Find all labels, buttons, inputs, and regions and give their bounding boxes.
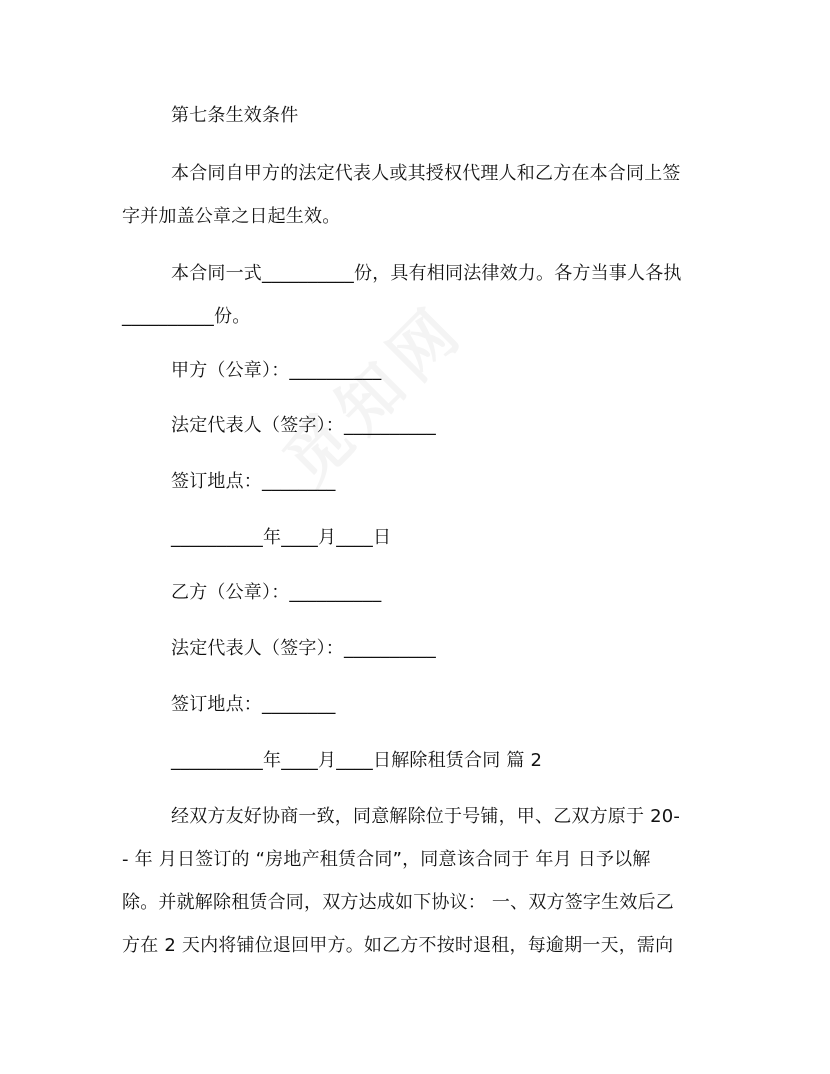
- paragraph-line: 方在 2 天内将铺位退回甲方。如乙方不按时退租，每逾期一天，需向: [122, 935, 674, 956]
- party-b-representative-line: 法定代表人（签字）：__________: [171, 638, 436, 659]
- paragraph-line: 本合同一式__________份，具有相同法律效力。各方当事人各执: [171, 263, 682, 284]
- paragraph-line: 除。并就解除租赁合同，双方达成如下协议： 一、双方签字生效后乙: [122, 892, 674, 913]
- paragraph-line: - 年 月日签订的 “房地产租赁合同”，同意该合同于 年月 日予以解: [122, 849, 651, 870]
- party-a-representative-line: 法定代表人（签字）：__________: [171, 415, 436, 436]
- paragraph-line: __________份。: [122, 306, 251, 327]
- paragraph-line: 字并加盖公章之日起生效。: [122, 206, 341, 227]
- party-b-date-and-section-title: __________年____月____日解除租赁合同 篇 2: [171, 750, 543, 771]
- party-a-signing-place-line: 签订地点：________: [171, 471, 336, 492]
- party-b-seal-line: 乙方（公章）：__________: [171, 582, 382, 603]
- paragraph-line: 本合同自甲方的法定代表人或其授权代理人和乙方在本合同上签: [171, 163, 681, 184]
- party-a-seal-line: 甲方（公章）：__________: [171, 360, 382, 381]
- paragraph-line: 经双方友好协商一致，同意解除位于号铺，甲、乙双方原于 20-: [171, 806, 681, 827]
- party-b-signing-place-line: 签订地点：________: [171, 694, 336, 715]
- article-heading: 第七条生效条件: [171, 105, 299, 126]
- party-a-date-line: __________年____月____日: [171, 527, 392, 548]
